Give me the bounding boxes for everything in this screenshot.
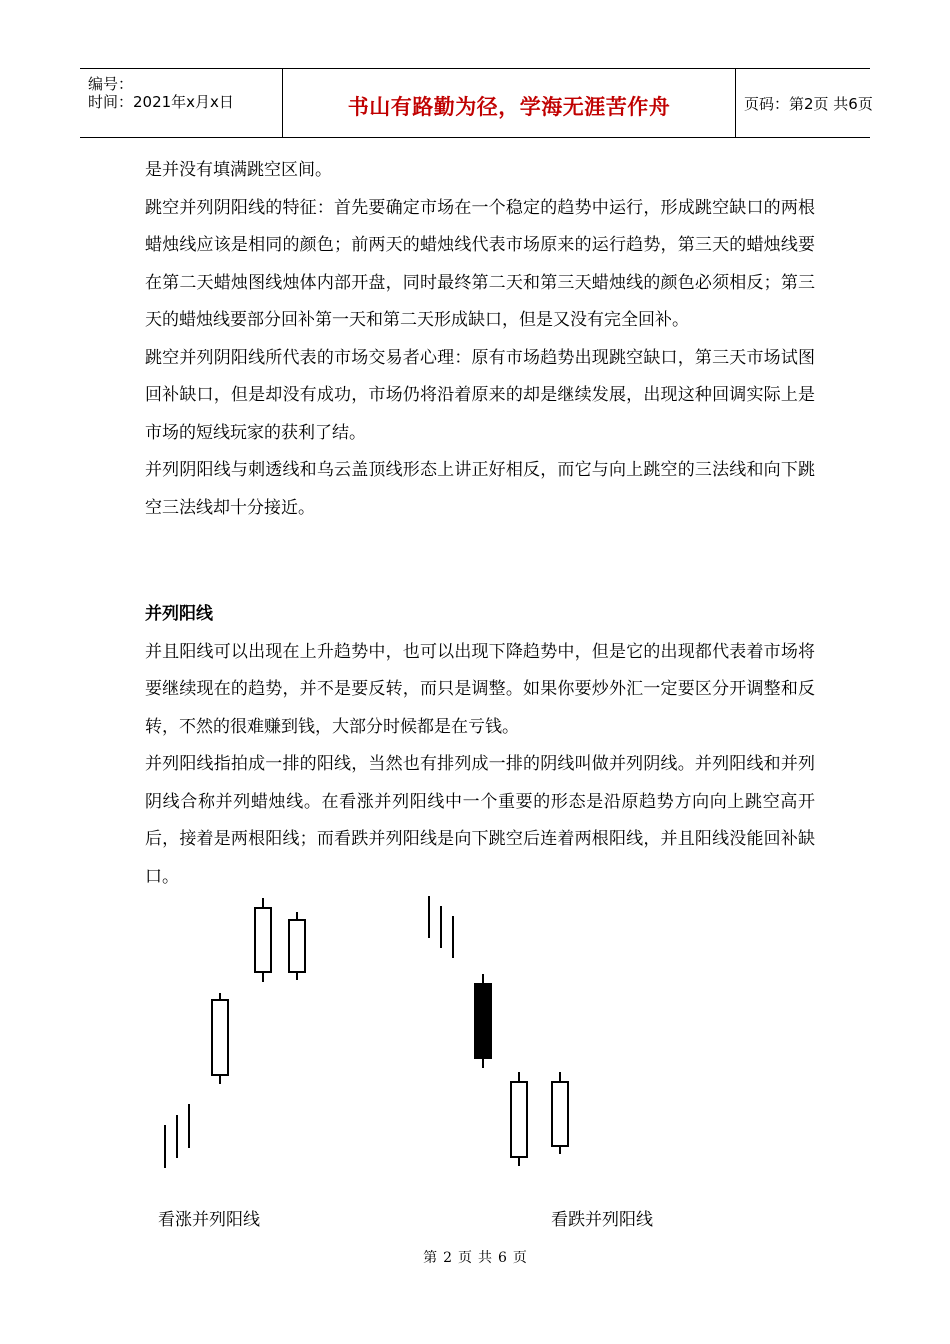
document-number-label: 编号：	[88, 75, 134, 93]
caption-bearish: 看跌并列阳线	[551, 1210, 653, 1230]
header-motto-cell	[282, 69, 736, 137]
page-footer	[0, 1247, 950, 1267]
paragraph: 并列阴阳线与刺透线和乌云盖顶线形态上讲正好相反，而它与向上跳空的三法线和向下跳空三法线却十分接近。	[145, 460, 815, 518]
body-bottom	[145, 596, 815, 896]
body-top	[145, 152, 815, 527]
candle-body-white	[289, 920, 305, 972]
footer-gong: 共	[478, 1250, 492, 1266]
footer-ye: 页	[458, 1250, 472, 1266]
paragraph: 跳空并列阴阳线所代表的市场交易者心理：原有市场趋势出现跳空缺口，第三天市场试图回补缺口，但是却没有成功，市场仍将沿着原来的却是继续发展，出现这种回调实际上是市场的短线玩家的获利了结。	[145, 347, 815, 443]
footer-ye: 页	[512, 1250, 527, 1266]
bearish-side-by-side-candles	[429, 896, 568, 1166]
paragraph: 跳空并列阴阳线的特征：首先要确定市场在一个稳定的趋势中运行，形成跳空缺口的两根蜡烛线应该是相同的颜色；前两天的蜡烛线代表市场原来的运行趋势，第三天的蜡烛线要在第二天蜡烛图线烛体内部开盘，同时最终第二天和第三天蜡烛线的颜色必须相反；第三天的蜡烛线要部分回补第一天和第二天形成缺口，但是又没有完全回补。	[145, 197, 815, 330]
candle-body-white	[511, 1082, 527, 1157]
paragraph: 是并没有填满跳空区间。	[145, 160, 332, 180]
footer-page-number: 2	[443, 1250, 452, 1266]
footer-di: 第	[423, 1250, 438, 1266]
caption-bullish: 看涨并列阳线	[158, 1210, 260, 1230]
paragraph: 并且阳线可以出现在上升趋势中，也可以出现下降趋势中，但是它的出现都代表着市场将要继续现在的趋势，并不是要反转，而只是调整。如果你要炒外汇一定要区分开调整和反转，不然的很难赚到钱，大部分时候都是在亏钱。	[145, 641, 815, 737]
header-page-label: 页码：第2页 共6页	[744, 95, 873, 113]
paragraph: 并列阳线指拍成一排的阳线，当然也有排列成一排的阴线叫做并列阴线。并列阳线和并列阴线合称并列蜡烛线。在看涨并列阳线中一个重要的形态是沿原趋势方向向上跳空高开后，接着是两根阳线；而看跌并列阳线是向下跳空后连着两根阳线，并且阳线没能回补缺口。	[145, 754, 815, 887]
header-page-cell	[736, 69, 873, 137]
candle-body-white	[255, 908, 271, 972]
footer-total-pages: 6	[498, 1250, 507, 1266]
candle-body-white	[552, 1082, 568, 1146]
page-header	[80, 68, 873, 138]
bullish-side-by-side-candles	[165, 898, 305, 1168]
candle-body-white	[212, 1000, 228, 1075]
document-date-label: 时间：2021年x月x日	[88, 93, 234, 111]
candle-body-black	[475, 984, 491, 1058]
header-motto: 书山有路勤为径，学海无涯苦作舟	[347, 95, 671, 119]
header-meta	[80, 69, 282, 137]
candlestick-illustration	[140, 890, 700, 1190]
section-title: 并列阳线	[145, 604, 213, 624]
